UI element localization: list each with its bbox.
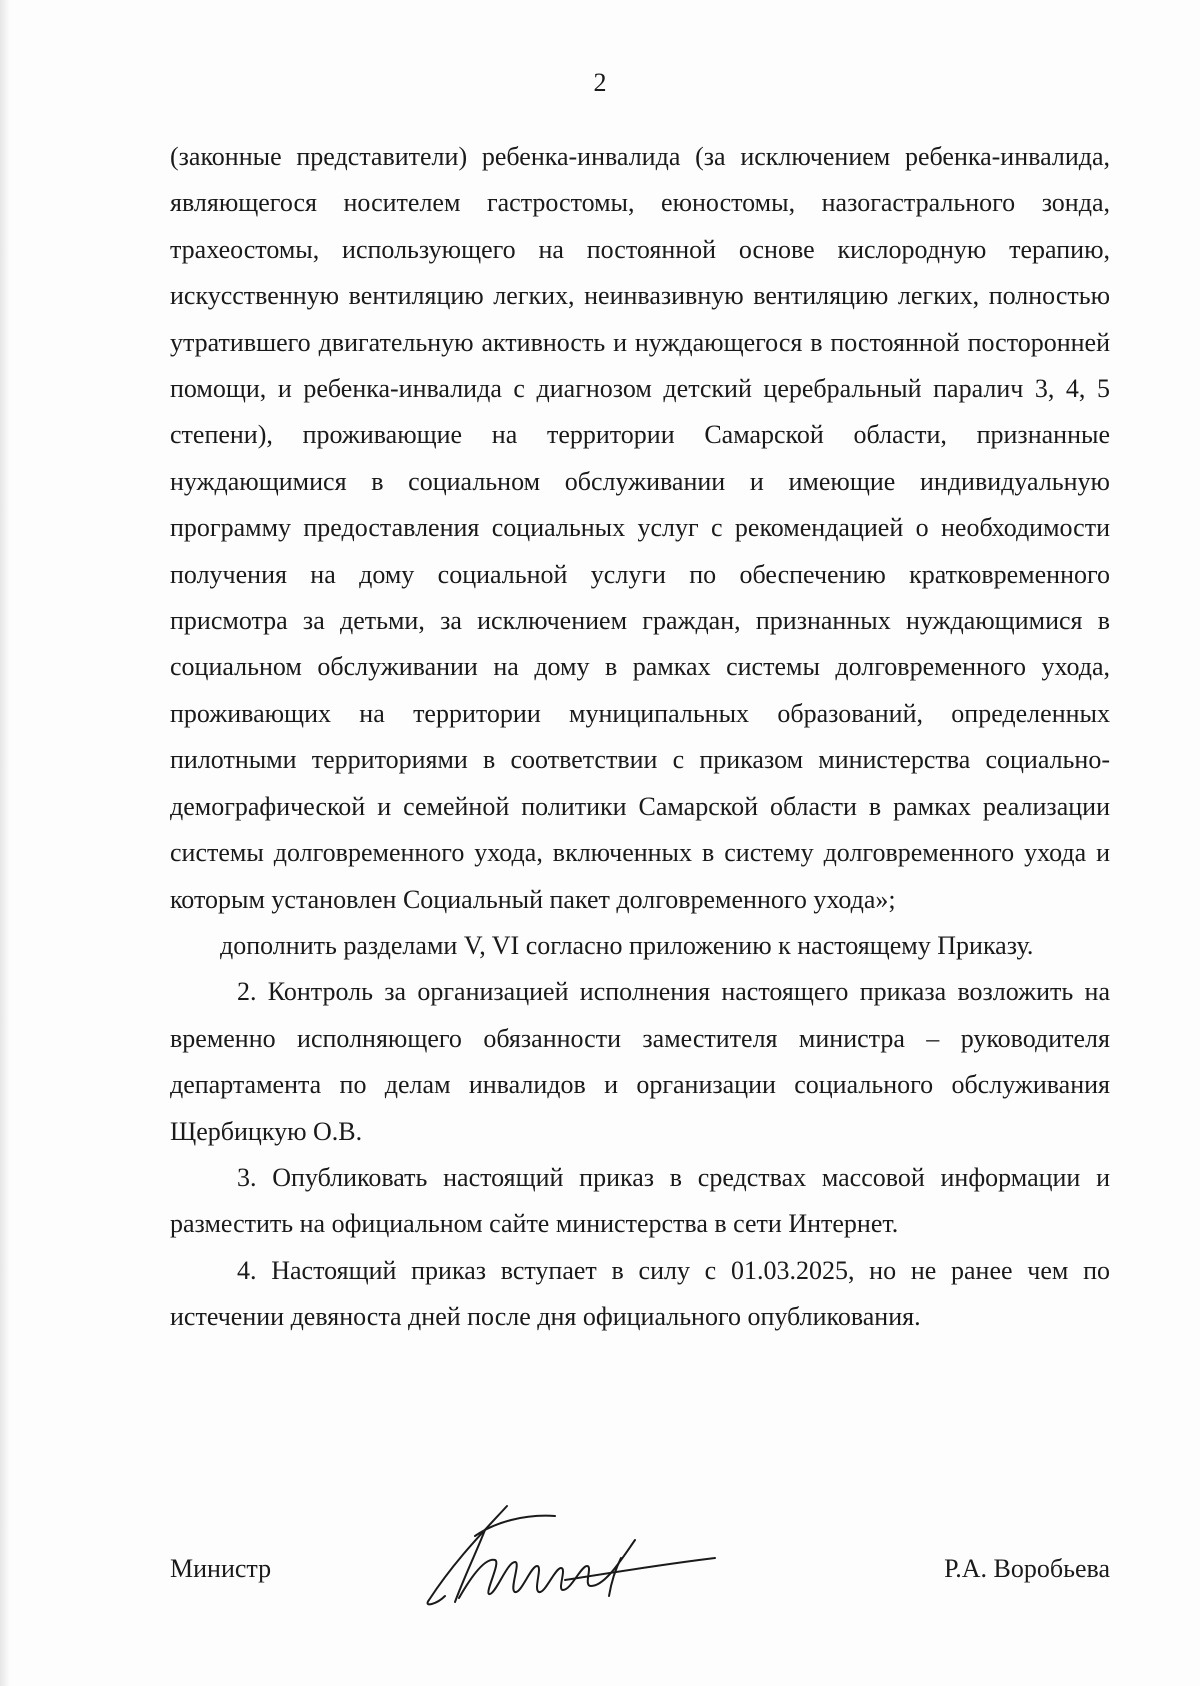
handwritten-signature-icon bbox=[415, 1500, 725, 1610]
signatory-title: Министр bbox=[170, 1554, 272, 1583]
document-body bbox=[170, 134, 1110, 1341]
scan-edge-shadow bbox=[0, 0, 10, 1686]
paragraph-item-2: 2. Контроль за организацией исполнения настоящего приказа возложить на временно исполняющего обязанности заместителя министра – руководителя департамента по делам инвалидов и организации социального обслуживания Щербицкую О.В. bbox=[170, 977, 1110, 1146]
paragraph-item-3: 3. Опубликовать настоящий приказ в средствах массовой информации и разместить на официальном сайте министерства в сети Интернет. bbox=[170, 1162, 1110, 1239]
paragraph-continuation: (законные представители) ребенка-инвалида (за исключением ребенка-инвалида, являющегося носителем гастростомы, еюностомы, назогастрального зонда, трахеостомы, использующего на постоянной основе кислородную терапию, искусственную вентиляцию легких, неинвазивную вентиляцию легких, полностью утратившего двигательную активность и нуждающегося в постоянной посторонней помощи, и ребенка-инвалида с диагнозом детский церебральный паралич 3, 4, 5 степени), проживающие на территории Самарской области, признанные нуждающимися в социальном обслуживании и имеющие индивидуальную программу предоставления социальных услуг с рекомендацией о необходимости получения на дому социальной услуги по обеспечению кратковременного присмотра за детьми, за исключением граждан, признанных нуждающимися в социальном обслуживании на дому в рамках системы долговременного ухода, проживающих на территории муниципальных образований, определенных пилотными территориями в соответствии с приказом министерства социально-демографической и семейной политики Самарской области в рамках реализации системы долговременного ухода, включенных в систему долговременного ухода и которым установлен Социальный пакет долговременного ухода»; bbox=[170, 142, 1110, 914]
paragraph-item-4: 4. Настоящий приказ вступает в силу с 01.03.2025, но не ранее чем по истечении девяноста дней после дня официального опубликования. bbox=[170, 1255, 1110, 1332]
signature-block bbox=[170, 1540, 1110, 1620]
paragraph-amend-sections: дополнить разделами V, VI согласно приложению к настоящему Приказу. bbox=[220, 930, 1034, 960]
signatory-name: Р.А. Воробьева bbox=[944, 1554, 1110, 1583]
page-number: 2 bbox=[593, 68, 607, 97]
